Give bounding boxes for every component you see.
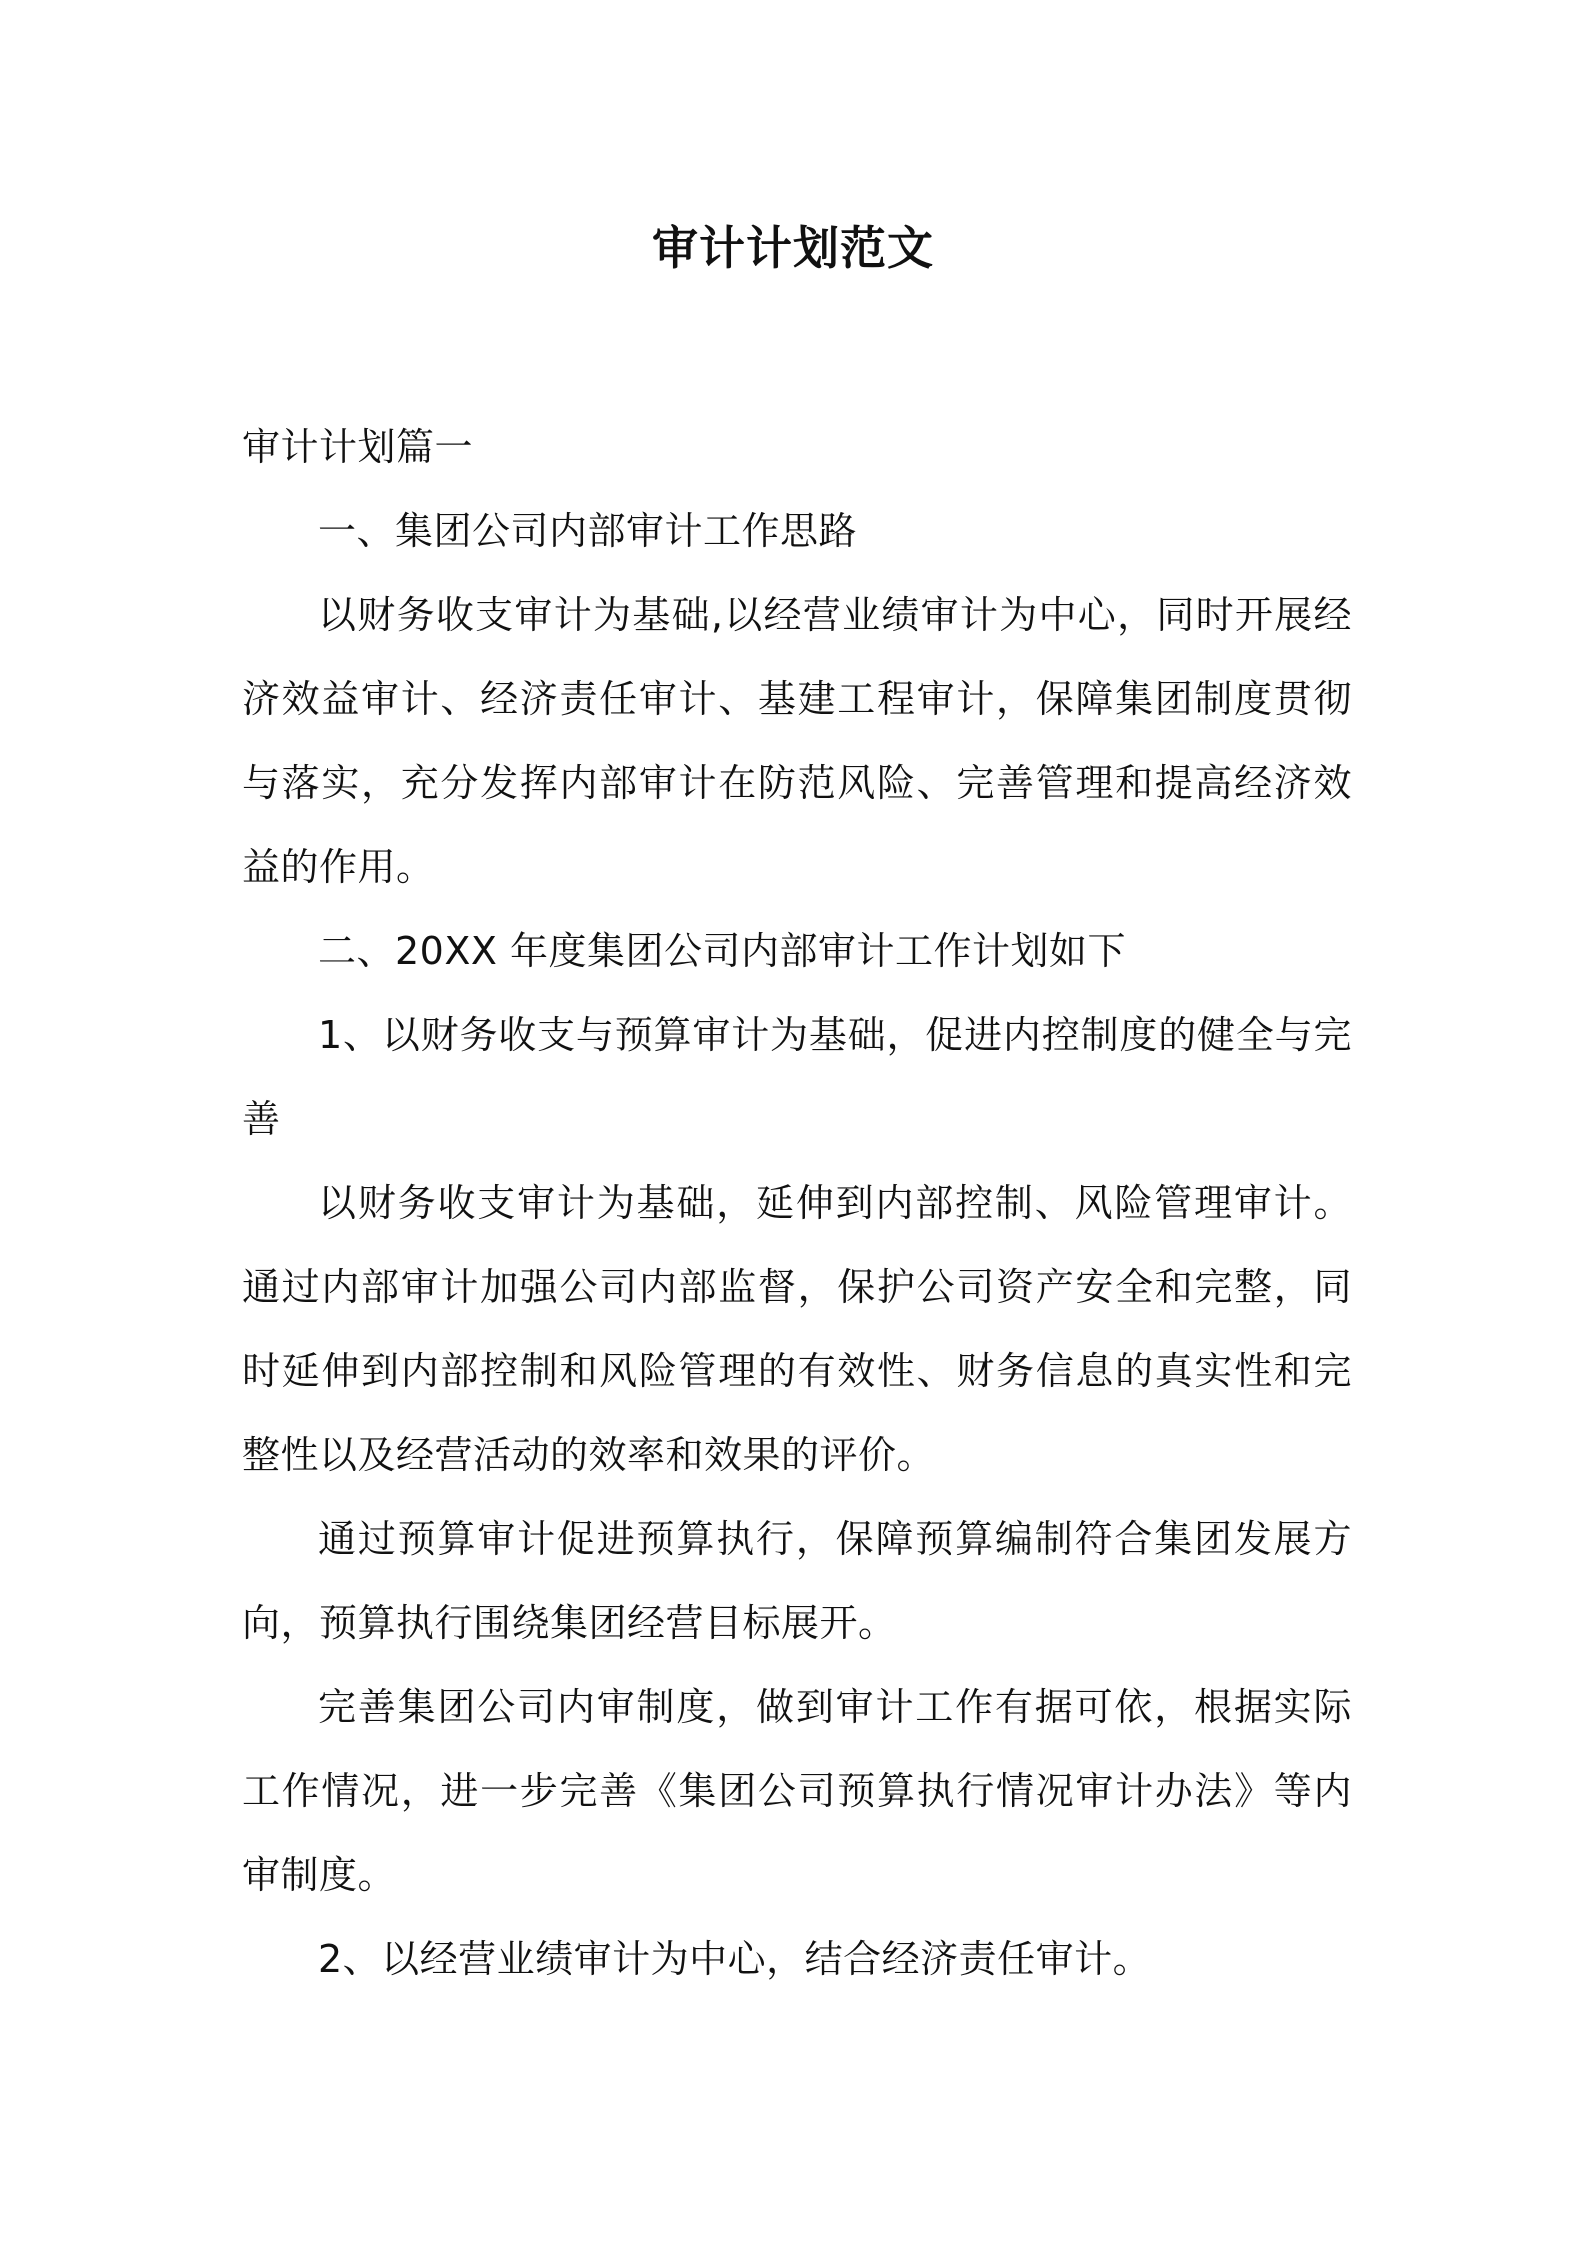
- body-paragraph: 完善集团公司内审制度，做到审计工作有据可依，根据实际工作情况，进一步完善《集团公司预算执行情况审计办法》等内审制度。: [242, 1685, 1352, 1897]
- body-paragraph: 以财务收支审计为基础，延伸到内部控制、风险管理审计。通过内部审计加强公司内部监督，保护公司资产安全和完整，同时延伸到内部控制和风险管理的有效性、财务信息的真实性和完整性以及经营活动的效率和效果的评价。: [242, 1181, 1352, 1477]
- subheading: 二、20XX 年度集团公司内部审计工作计划如下: [318, 929, 1126, 973]
- document-body: [242, 405, 1352, 2001]
- subheading: 2、以经营业绩审计为中心，结合经济责任审计。: [318, 1937, 1152, 1981]
- section-heading: 审计计划篇一: [242, 425, 474, 469]
- document-title: 审计计划范文: [652, 221, 934, 275]
- body-paragraph: 以财务收支审计为基础,以经营业绩审计为中心，同时开展经济效益审计、经济责任审计、基建工程审计，保障集团制度贯彻与落实，充分发挥内部审计在防范风险、完善管理和提高经济效益的作用。: [242, 593, 1352, 889]
- subheading: 一、集团公司内部审计工作思路: [318, 509, 858, 553]
- subheading: 1、以财务收支与预算审计为基础，促进内控制度的健全与完善: [242, 1013, 1352, 1141]
- body-paragraph: 通过预算审计促进预算执行，保障预算编制符合集团发展方向，预算执行围绕集团经营目标展开。: [242, 1517, 1352, 1645]
